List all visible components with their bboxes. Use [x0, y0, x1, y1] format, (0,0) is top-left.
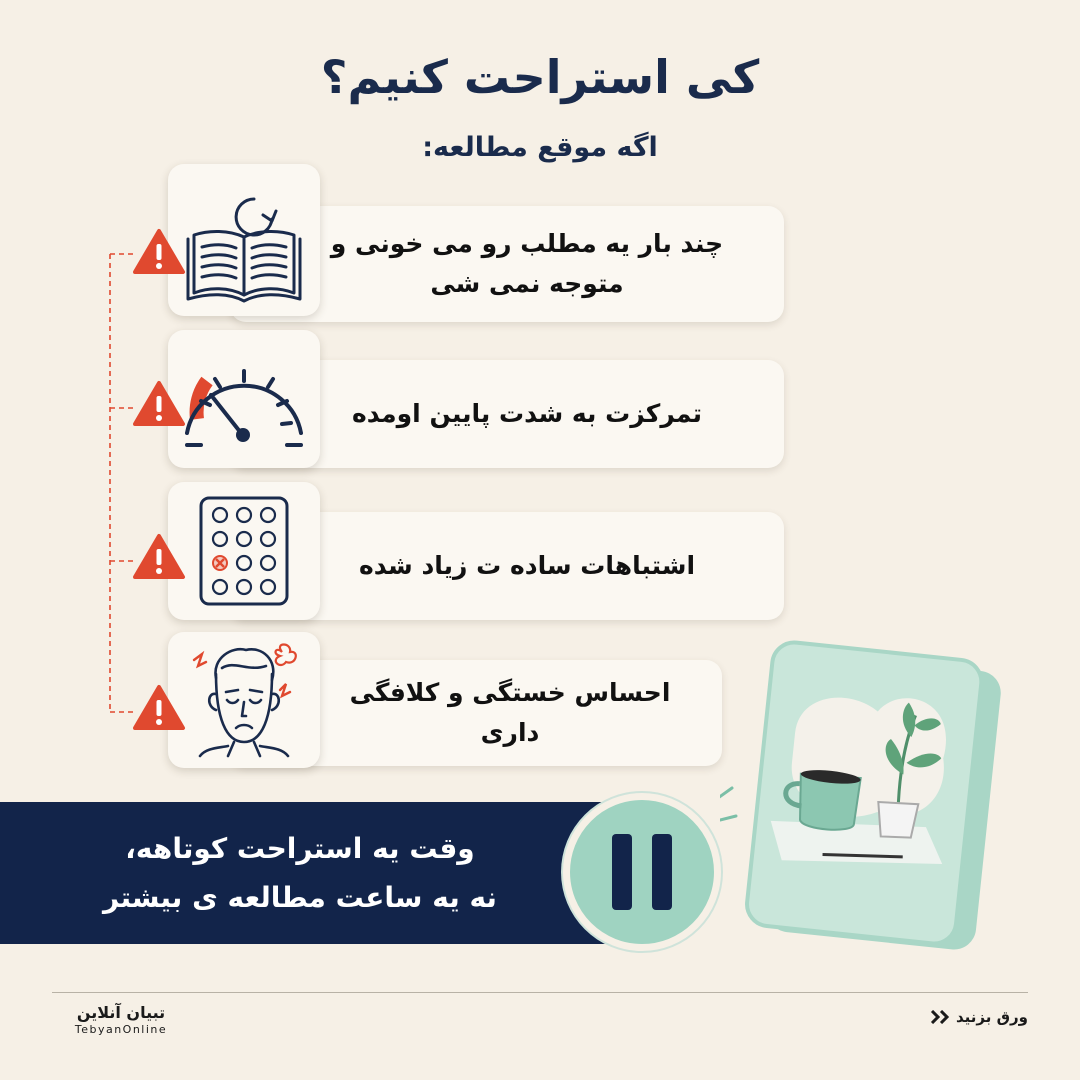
item-text-4: احساس خستگی و کلافگی داری: [349, 678, 671, 747]
page-subtitle: اگه موقع مطالعه:: [422, 132, 658, 163]
icon-card-4: [168, 632, 320, 768]
warning-icon: [132, 533, 186, 581]
brand-name-fa: تبیان آنلاین: [76, 1003, 166, 1022]
banner-text: [60, 802, 540, 944]
warning-icon: [132, 380, 186, 428]
brand-logo: [66, 1004, 176, 1037]
brand-name-en: TebyanOnline: [74, 1022, 168, 1036]
break-card-illustration: [720, 620, 1020, 960]
banner-line-2: نه یه ساعت مطالعه ی بیشتر: [103, 881, 497, 914]
book-refresh-icon: [184, 175, 304, 305]
item-text-2: تمرکزت به شدت پایین اومده: [351, 399, 703, 428]
answer-sheet-icon: [198, 495, 290, 607]
double-chevron-icon: [930, 1010, 952, 1024]
banner-line-1: وقت یه استراحت کوتاهه،: [125, 832, 475, 865]
pause-icon: [563, 793, 721, 951]
swipe-hint[interactable]: [930, 1008, 1028, 1026]
icon-card-1: [168, 164, 320, 316]
bottom-banner: [0, 802, 640, 944]
warning-icon: [132, 228, 186, 276]
item-text-1: چند بار یه مطلب رو می خونی و متوجه نمی شی: [330, 229, 724, 298]
icon-card-2: [168, 330, 320, 468]
footer-divider: [52, 992, 1028, 993]
page-title: کی استراحت کنیم؟: [320, 50, 760, 104]
swipe-label: ورق بزنید: [956, 1008, 1028, 1026]
warning-icon: [132, 684, 186, 732]
icon-card-3: [168, 482, 320, 620]
item-text-3: اشتباهات ساده ت زیاد شده: [358, 551, 696, 580]
tired-face-icon: [176, 638, 312, 762]
speedometer-icon: [179, 349, 309, 449]
